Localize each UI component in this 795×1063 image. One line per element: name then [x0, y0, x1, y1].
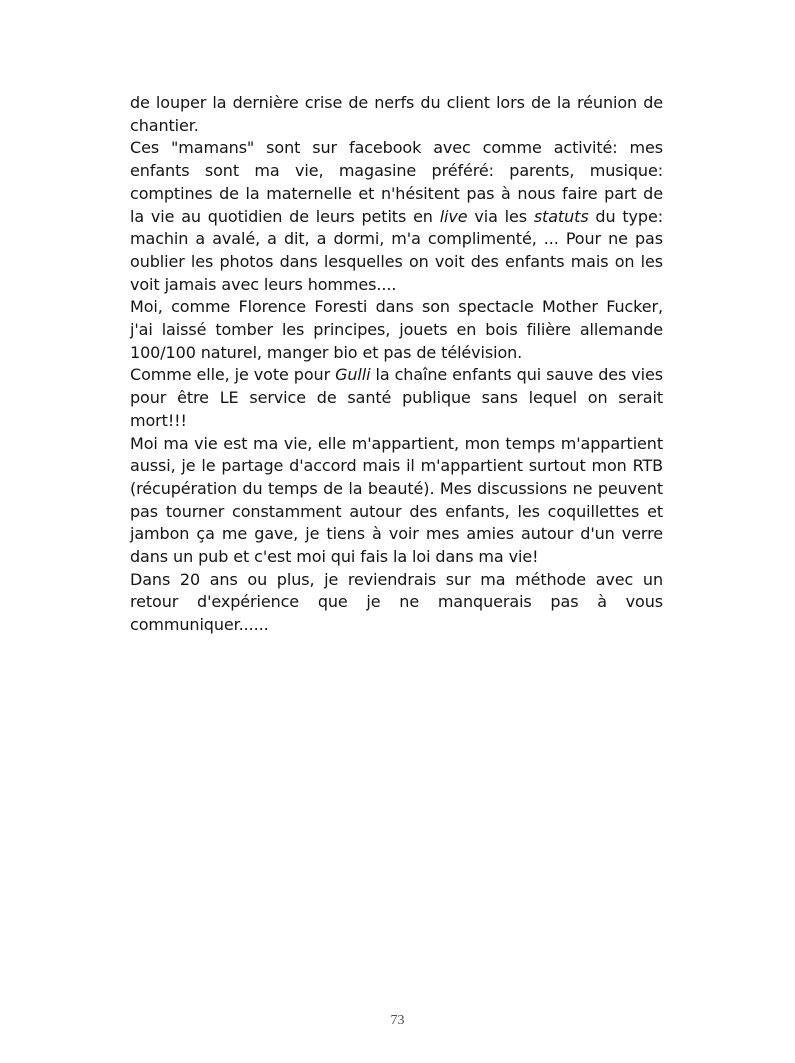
italic-text-segment: statuts [533, 206, 589, 226]
paragraph [130, 296, 663, 364]
italic-text-segment: live [439, 206, 468, 226]
paragraph [130, 92, 663, 137]
text-segment: Comme elle, je vote pour [130, 365, 336, 385]
paragraph [130, 569, 663, 637]
text-segment: de louper la dernière crise de nerfs du client lors de la réunion de chantier. [130, 93, 663, 135]
paragraph [130, 137, 663, 296]
text-segment: du type: machin a avalé, a dit, a dormi, m'a complimenté, ... Pour ne pas oublier les photos dans lesquelles on voit des enfants mais on les voit jamais avec leurs hommes.... [130, 206, 663, 294]
text-segment: Dans 20 ans ou plus, je reviendrais sur ma méthode avec un retour d'expérience que je ne manquerais pas à vous communiquer...... [130, 569, 663, 635]
paragraph [130, 364, 663, 432]
text-segment: via les [467, 206, 534, 226]
italic-text-segment: Gulli [335, 365, 371, 385]
page-number: 73 [390, 1013, 405, 1028]
text-segment: Moi ma vie est ma vie, elle m'appartient, mon temps m'appartient aussi, je le partage d'accord mais il m'appartient surtout mon RTB (récupération du temps de la beauté). Mes discussions ne peuvent pas tourner constamment autour des enfants, les coquillettes et jambon ça me gave, je tiens à voir mes amies autour d'un verre dans un pub et c'est moi qui fais la loi dans ma vie! [130, 433, 663, 567]
text-segment: Ces "mamans" sont sur facebook avec comme activité: mes enfants sont ma vie, magasine préféré: parents, musique: comptines de la maternelle et n'hésitent pas à nous faire part de la vie au quotidien de leurs petits en [130, 138, 663, 226]
paragraph [130, 433, 663, 569]
text-segment: Moi, comme Florence Foresti dans son spectacle Mother Fucker, j'ai laissé tomber les principes, jouets en bois filière allemande 100/100 naturel, manger bio et pas de télévision. [130, 297, 663, 362]
body-text [130, 92, 663, 637]
text-segment: la chaîne enfants qui sauve des vies pour être LE service de santé publique sans lequel on serait mort!!! [130, 365, 664, 430]
